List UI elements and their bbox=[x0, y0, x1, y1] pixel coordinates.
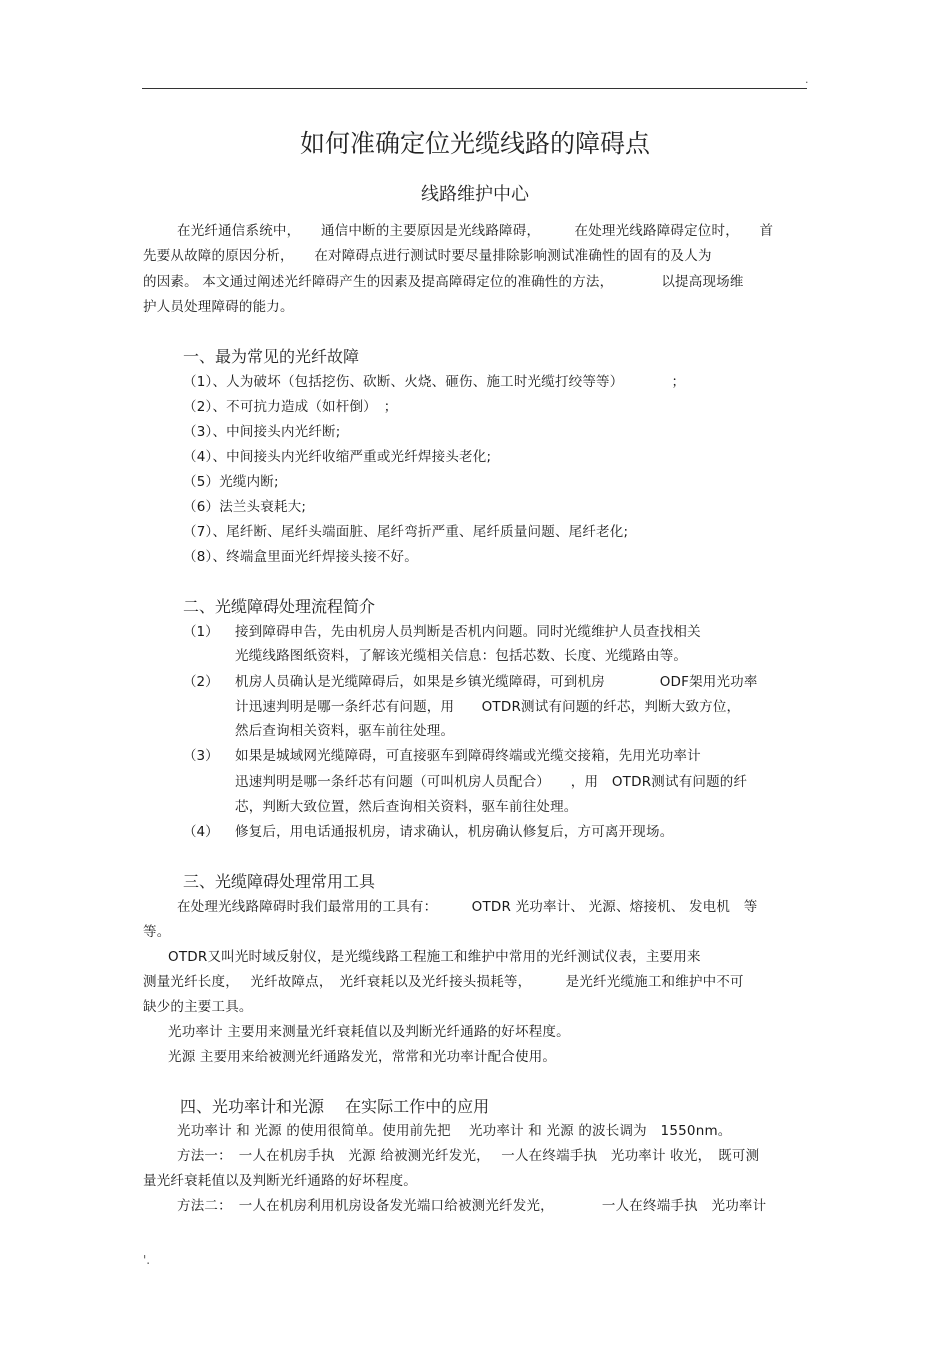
header-rule bbox=[142, 88, 807, 89]
list-item: （6）法兰头衰耗大; bbox=[183, 499, 307, 515]
intro-line: 的因素。 本文通过阐述光纤障碍产生的因素及提高障碍定位的准确性的方法， 以提高现场维 bbox=[143, 274, 744, 290]
step-line: 然后查询相关资料，驱车前往处理。 bbox=[235, 723, 455, 739]
list-item: （2）、不可抗力造成（如杆倒） ； bbox=[183, 399, 398, 415]
step-line: 迅速判明是哪一条纤芯有问题（可叫机房人员配合） ，用 OTDR测试有问题的纤 bbox=[235, 774, 748, 790]
paragraph-line: 方法一： 一人在机房手执 光源 给被测光纤发光， 一人在终端手执 光功率计 收光， 既可测 bbox=[177, 1148, 760, 1164]
step-number: （2） bbox=[183, 674, 219, 690]
step-line: 接到障碍申告，先由机房人员判断是否机内问题。同时光缆维护人员查找相关 bbox=[235, 624, 701, 640]
list-item: （7）、尾纤断、尾纤头端面脏、尾纤弯折严重、尾纤质量问题、尾纤老化; bbox=[183, 524, 629, 540]
document-subtitle: 线路维护中心 bbox=[421, 184, 529, 205]
section4-heading: 四、光功率计和光源 在实际工作中的应用 bbox=[180, 1097, 490, 1116]
paragraph-line: 方法二： 一人在机房利用机房设备发光端口给被测光纤发光， 一人在终端手执 光功率计 bbox=[177, 1198, 767, 1214]
section3-heading: 三、光缆障碍处理常用工具 bbox=[183, 872, 376, 891]
step-number: （3） bbox=[183, 748, 219, 764]
intro-line: 在光纤通信系统中， 通信中断的主要原因是光线路障碍， 在处理光线路障碍定位时， 首 bbox=[177, 223, 774, 239]
step-line: 芯，判断大致位置，然后查询相关资料，驱车前往处理。 bbox=[235, 799, 578, 815]
list-item: （3）、中间接头内光纤断; bbox=[183, 424, 341, 440]
paragraph-line: OTDR又叫光时域反射仪，是光缆线路工程施工和维护中常用的光纤测试仪表，主要用来 bbox=[168, 949, 701, 965]
list-item: （4）、中间接头内光纤收缩严重或光纤焊接头老化; bbox=[183, 449, 492, 465]
list-item: （5）光缆内断; bbox=[183, 474, 279, 490]
paragraph-line: 在处理光线路障碍时我们最常用的工具有： OTDR 光功率计、 光源、熔接机、 发电机 等 bbox=[177, 899, 758, 915]
step-line: 计迅速判明是哪一条纤芯有问题，用 OTDR测试有问题的纤芯，判断大致方位， bbox=[235, 699, 741, 715]
paragraph-line: 光功率计 和 光源 的使用很简单。使用前先把 光功率计 和 光源 的波长调为 1550nm。 bbox=[177, 1123, 732, 1139]
section1-heading: 一、最为常见的光纤故障 bbox=[183, 347, 360, 366]
paragraph-line: 量光纤衰耗值以及判断光纤通路的好坏程度。 bbox=[143, 1173, 417, 1189]
list-item: （1）、人为破坏（包括挖伤、砍断、火烧、砸伤、施工时光缆打绞等等） ； bbox=[183, 374, 686, 390]
paragraph-line: 光功率计 主要用来测量光纤衰耗值以及判断光纤通路的好坏程度。 bbox=[168, 1024, 570, 1040]
document-title: 如何准确定位光缆线路的障碍点 bbox=[299, 129, 650, 158]
step-line: 修复后，用电话通报机房，请求确认，机房确认修复后，方可离开现场。 bbox=[235, 824, 674, 840]
intro-line: 护人员处理障碍的能力。 bbox=[143, 299, 294, 315]
paragraph-line: 等。 bbox=[143, 924, 171, 940]
intro-line: 先要从故障的原因分析， 在对障碍点进行测试时要尽量排除影响测试准确性的固有的及人为 bbox=[143, 248, 712, 264]
step-line: 光缆线路图纸资料，了解该光缆相关信息：包括芯数、长度、光缆路由等。 bbox=[235, 648, 688, 664]
footer-mark: '. bbox=[143, 1253, 151, 1267]
step-number: （4） bbox=[183, 824, 219, 840]
step-line: 如果是城域网光缆障碍，可直接驱车到障碍终端或光缆交接箱，先用光功率计 bbox=[235, 748, 701, 764]
step-number: （1） bbox=[183, 624, 219, 640]
header-mark: . bbox=[805, 73, 809, 86]
step-line: 机房人员确认是光缆障碍后，如果是乡镇光缆障碍，可到机房 ODF架用光功率 bbox=[235, 674, 758, 690]
paragraph-line: 测量光纤长度， 光纤故障点， 光纤衰耗以及光纤接头损耗等， 是光纤光缆施工和维护中不可 bbox=[143, 974, 744, 990]
paragraph-line: 光源 主要用来给被测光纤通路发光，常常和光功率计配合使用。 bbox=[168, 1049, 557, 1065]
paragraph-line: 缺少的主要工具。 bbox=[143, 999, 253, 1015]
section2-heading: 二、光缆障碍处理流程简介 bbox=[183, 597, 376, 616]
list-item: （8）、终端盒里面光纤焊接头接不好。 bbox=[183, 549, 418, 565]
